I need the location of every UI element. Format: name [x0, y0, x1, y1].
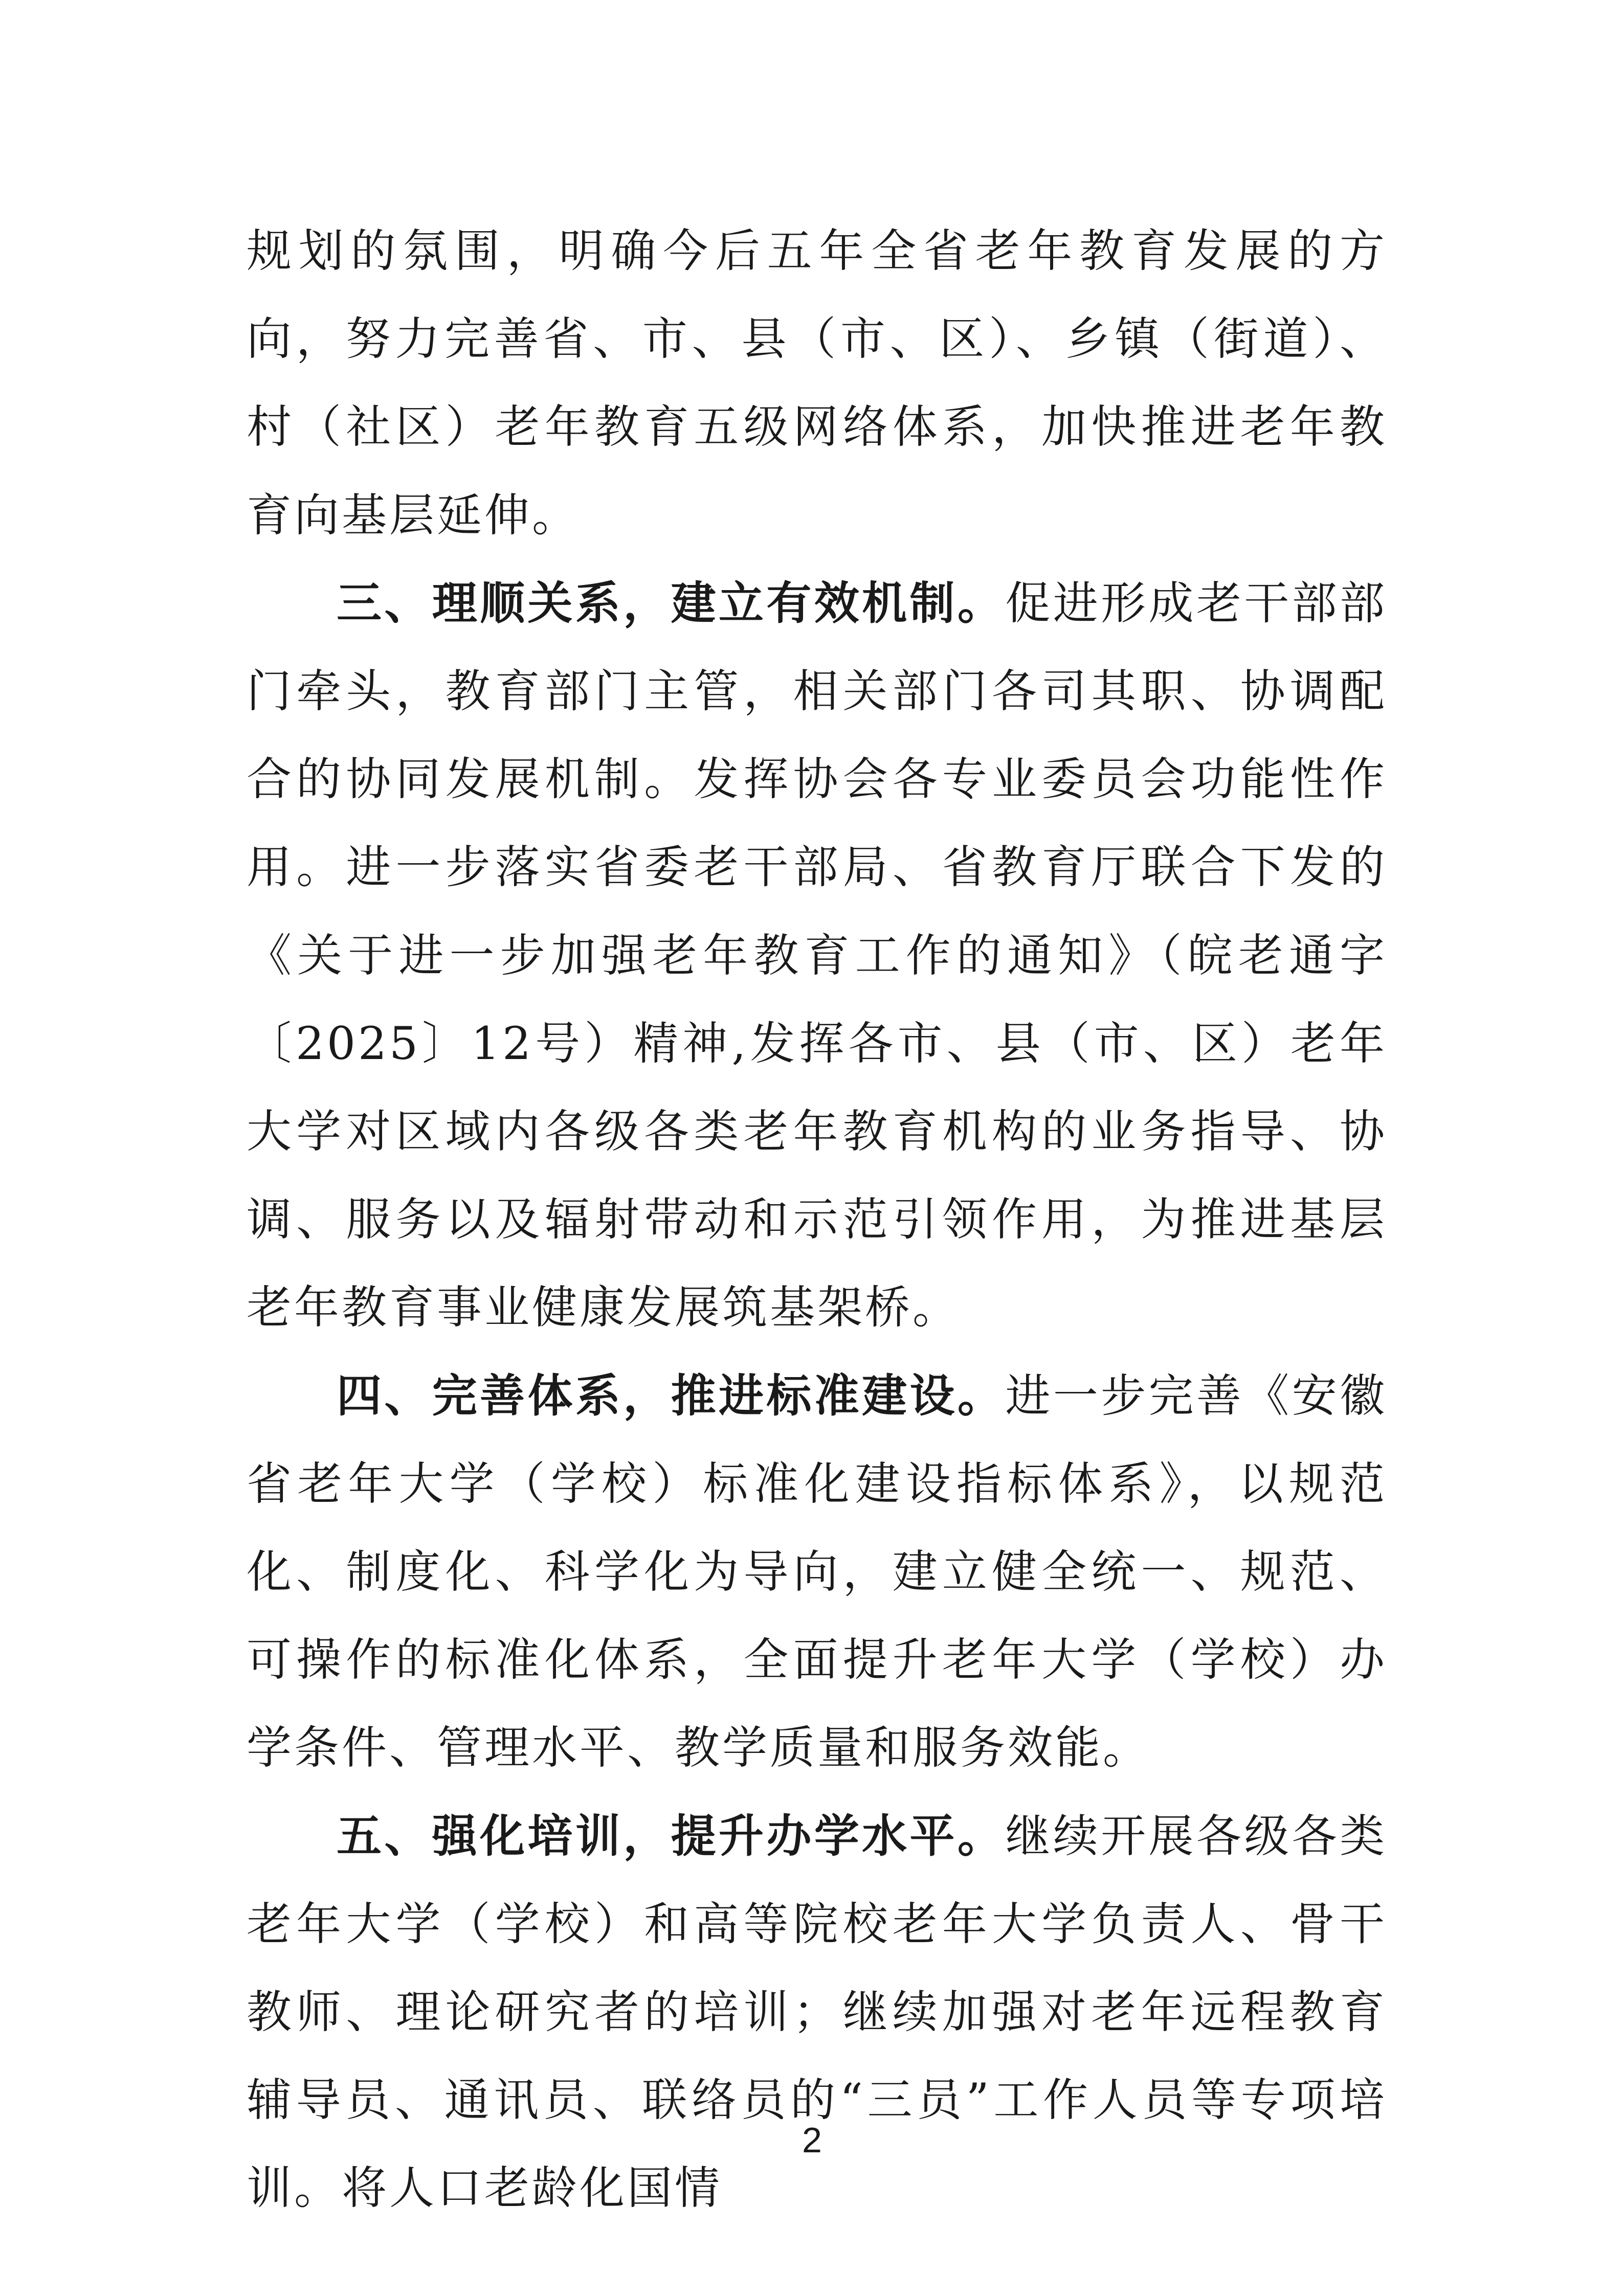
paragraph-section-3: [247, 559, 1387, 1352]
paragraph-text: 进一步完善《安徽省老年大学（学校）标准化建设指标体系》，以规范化、制度化、科学化为导向，建立健全统一、规范、可操作的标准化体系，全面提升老年大学（学校）办学条件、管理水平、教学质量和服务效能。: [247, 1369, 1387, 1774]
section-heading: 三、理顺关系，建立有效机制。: [337, 576, 1006, 629]
paragraph-section-5: [247, 1792, 1387, 2233]
section-heading: 五、强化培训，提升办学水平。: [337, 1809, 1006, 1862]
page-number: 2: [802, 2120, 822, 2160]
paragraph-text: 规划的氛围，明确今后五年全省老年教育发展的方向，努力完善省、市、县（市、区）、乡镇（街道）、村（社区）老年教育五级网络体系，加快推进老年教育向基层延伸。: [247, 224, 1387, 542]
paragraph-text: 继续开展各级各类老年大学（学校）和高等院校老年大学负责人、骨干教师、理论研究者的培训；继续加强对老年远程教育辅导员、通讯员、联络员的“三员”工作人员等专项培训。将人口老龄化国情: [247, 1809, 1387, 2215]
document-body: [247, 207, 1387, 2233]
paragraph-section-4: [247, 1352, 1387, 1792]
section-heading: 四、完善体系，推进标准建设。: [337, 1369, 1006, 1422]
paragraph-text: 促进形成老干部部门牵头，教育部门主管，相关部门各司其职、协调配合的协同发展机制。发挥协会各专业委员会功能性作用。进一步落实省委老干部局、省教育厅联合下发的《关于进一步加强老年教育工作的通知》（皖老通字〔2025〕12号）精神,发挥各市、县（市、区）老年大学对区域内各级各类老年教育机构的业务指导、协调、服务以及辐射带动和示范引领作用，为推进基层老年教育事业健康发展筑基架桥。: [247, 576, 1387, 1334]
paragraph-continuation: [247, 207, 1387, 559]
